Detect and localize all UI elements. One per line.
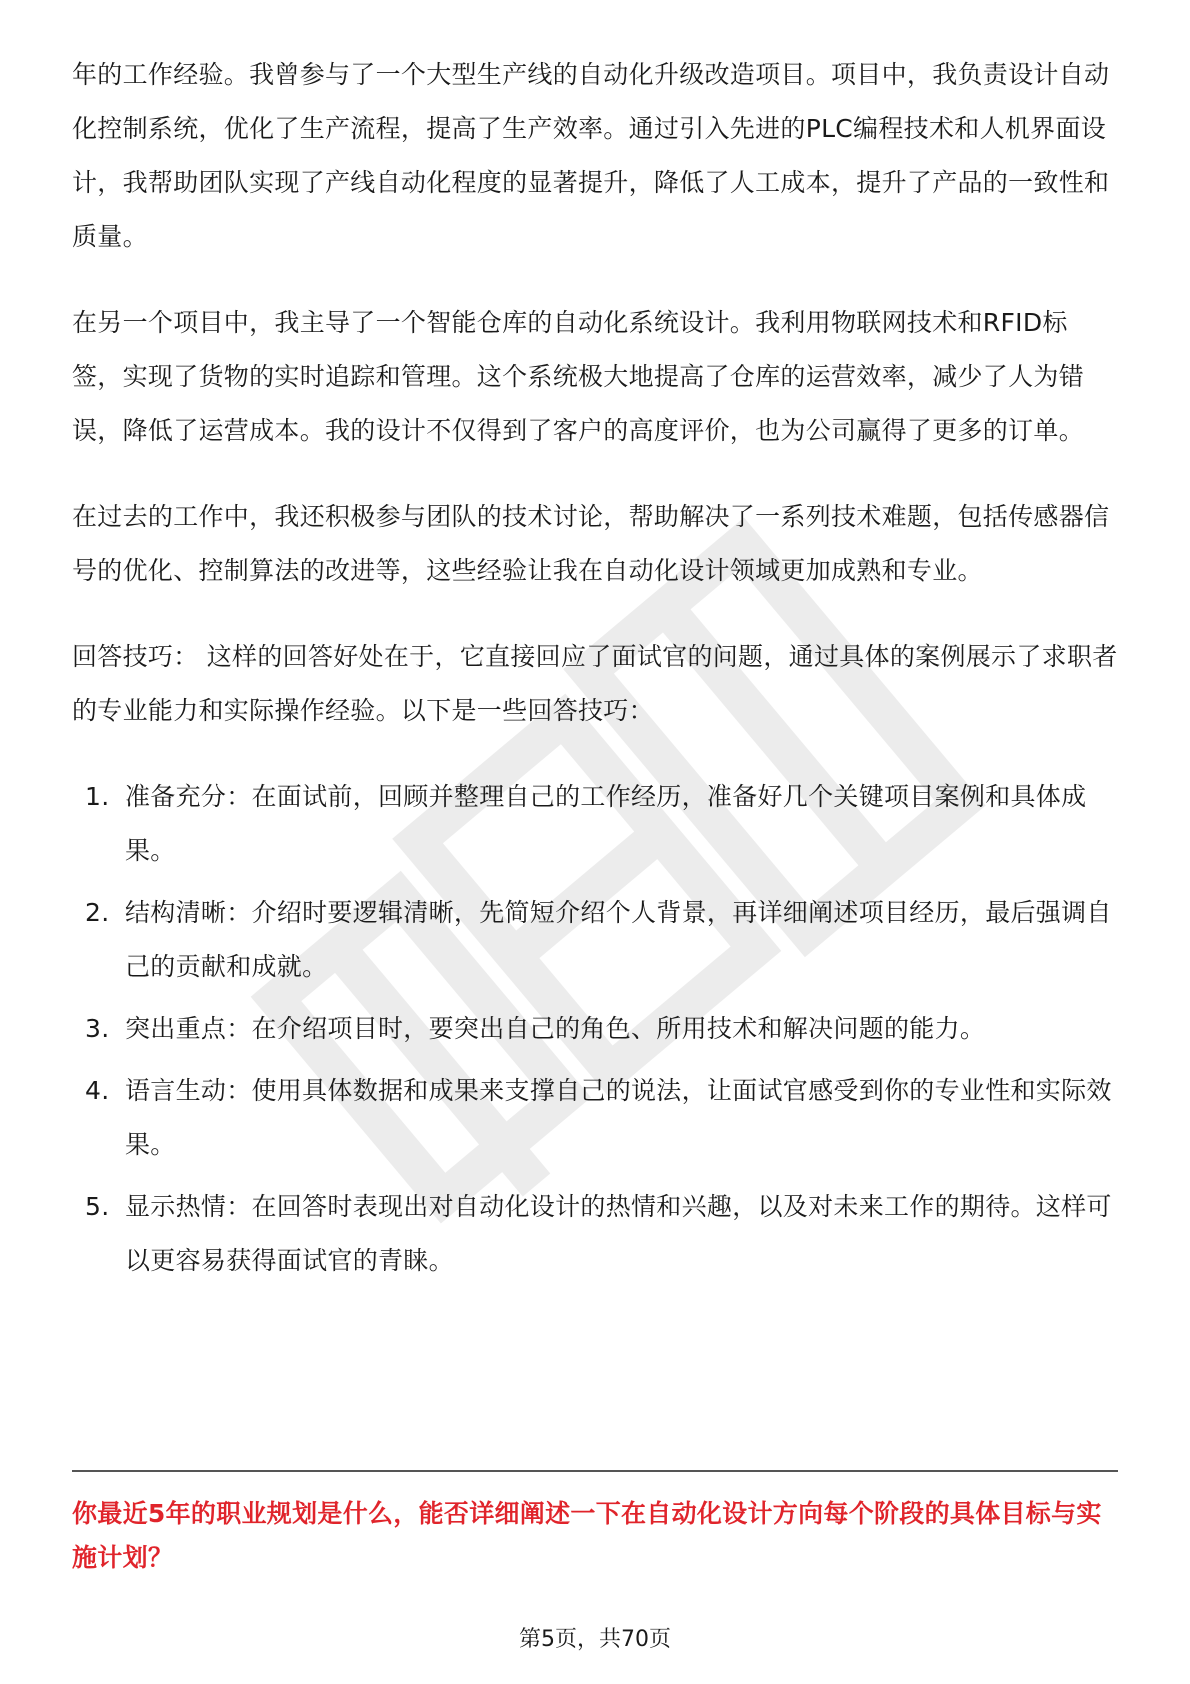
list-item: 5. 显示热情：在回答时表现出对自动化设计的热情和兴趣，以及对未来工作的期待。这样可以更容易获得面试官的青睐。 [85, 1192, 1112, 1275]
paragraph-team-contribution: 在过去的工作中，我还积极参与团队的技术讨论，帮助解决了一系列技术难题，包括传感器信号的优化、控制算法的改进等，这些经验让我在自动化设计领域更加成熟和专业。 [72, 502, 1110, 585]
paragraph-answer-tips-intro: 回答技巧： 这样的回答好处在于，它直接回应了面试官的问题，通过具体的案例展示了求职者的专业能力和实际操作经验。以下是一些回答技巧： [72, 642, 1118, 725]
section-divider [72, 1470, 1118, 1472]
list-item: 4. 语言生动：使用具体数据和成果来支撑自己的说法，让面试官感受到你的专业性和实际效果。 [85, 1076, 1112, 1159]
list-item: 2. 结构清晰：介绍时要逻辑清晰，先简短介绍个人背景，再详细阐述项目经历，最后强调自己的贡献和成就。 [85, 898, 1112, 981]
page-number: 第5页，共70页 [519, 1627, 671, 1652]
next-question-heading: 你最近5年的职业规划是什么，能否详细阐述一下在自动化设计方向每个阶段的具体目标与实施计划？ [72, 1499, 1102, 1572]
paragraph-experience: 年的工作经验。我曾参与了一个大型生产线的自动化升级改造项目。项目中，我负责设计自动化控制系统，优化了生产流程，提高了生产效率。通过引入先进的PLC编程技术和人机界面设计，我帮助团队实现了产线自动化程度的显著提升，降低了人工成本，提升了产品的一致性和质量。 [72, 60, 1110, 251]
list-item: 3. 突出重点：在介绍项目时，要突出自己的角色、所用技术和解决问题的能力。 [85, 1014, 986, 1043]
tips-list [72, 770, 1118, 1288]
paragraph-warehouse-project: 在另一个项目中，我主导了一个智能仓库的自动化系统设计。我利用物联网技术和RFID标签，实现了货物的实时追踪和管理。这个系统极大地提高了仓库的运营效率，减少了人为错误，降低了运营成本。我的设计不仅得到了客户的高度评价，也为公司赢得了更多的订单。 [72, 308, 1085, 445]
document-body [72, 48, 1118, 1296]
list-item: 1. 准备充分：在面试前，回顾并整理自己的工作经历，准备好几个关键项目案例和具体成果。 [85, 782, 1087, 865]
